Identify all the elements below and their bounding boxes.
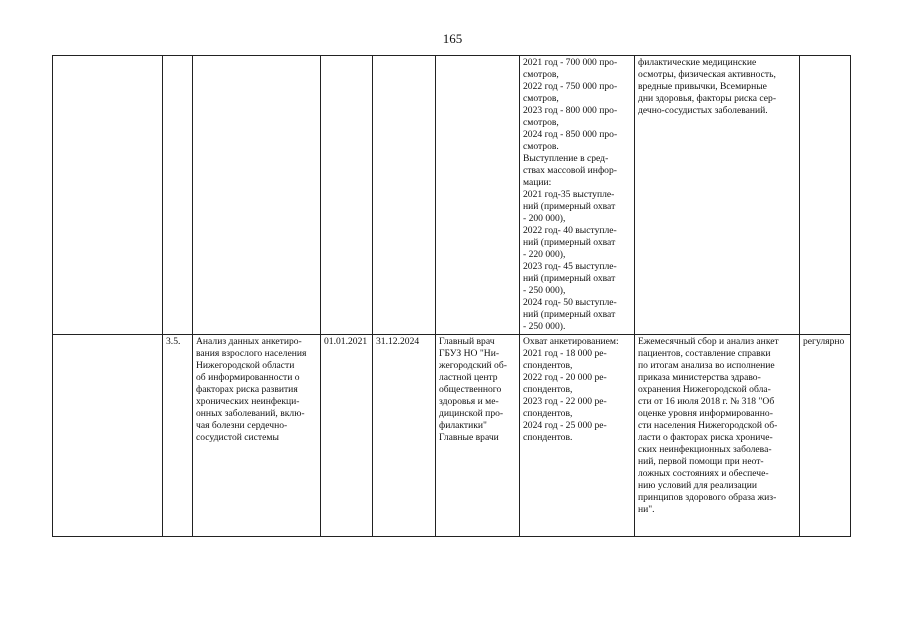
text-line: смотров. xyxy=(523,141,559,152)
text-line: Главный врач xyxy=(439,336,495,347)
cell-start-date: 01.01.2021 xyxy=(321,335,373,537)
text-line: ластной центр xyxy=(439,372,498,383)
text-line: 2022 год - 750 000 про- xyxy=(523,81,618,92)
text-line: 2023 год - 800 000 про- xyxy=(523,105,618,116)
text-line: вредные привычки, Всемирные xyxy=(638,81,767,92)
text-line: жегородский об- xyxy=(439,360,507,371)
cell-start-date xyxy=(321,56,373,335)
text-line: дни здоровья, факторы риска сер- xyxy=(638,93,777,104)
text-line: оценке уровня информированно- xyxy=(638,408,773,419)
text-line: вания взрослого населения xyxy=(196,348,307,359)
text-line: чая болезни сердечно- xyxy=(196,420,288,431)
text-line: спондентов. xyxy=(523,432,573,443)
text-line: Главные врачи xyxy=(439,432,499,443)
cell-indicators xyxy=(520,56,635,335)
cell-periodicity xyxy=(800,56,851,335)
text-line: ских неинфекционных заболева- xyxy=(638,444,772,455)
table-row xyxy=(53,335,851,537)
text-line: филактики" xyxy=(439,420,487,431)
text-line: 2021 год-35 выступле- xyxy=(523,189,615,200)
text-line: ний, первой помощи при неот- xyxy=(638,456,764,467)
text-line: 2023 год - 22 000 ре- xyxy=(523,396,607,407)
text-line: 2024 год - 850 000 про- xyxy=(523,129,618,140)
text-line: смотров, xyxy=(523,93,559,104)
cell-responsible xyxy=(436,335,520,537)
text-line: Охват анкетированием: xyxy=(523,336,619,347)
text-line: сосудистой системы xyxy=(196,432,279,443)
text-line: охранения Нижегородской обла- xyxy=(638,384,771,395)
text-line: смотров, xyxy=(523,117,559,128)
text-line: Выступление в сред- xyxy=(523,153,609,164)
text-line: Анализ данных анкетиро- xyxy=(196,336,302,347)
text-line: дицинской про- xyxy=(439,408,504,419)
text-line: хронических неинфекци- xyxy=(196,396,300,407)
cell-responsible xyxy=(436,56,520,335)
cell-end-date xyxy=(373,56,436,335)
activities-table xyxy=(52,55,851,537)
text-line: спондентов, xyxy=(523,408,573,419)
text-line: принципов здорового образа жиз- xyxy=(638,492,777,503)
text-line: дечно-сосудистых заболеваний. xyxy=(638,105,768,116)
text-line: спондентов, xyxy=(523,384,573,395)
text-line: Ежемесячный сбор и анализ анкет xyxy=(638,336,779,347)
cell-indicators xyxy=(520,335,635,537)
text-line: 2024 год- 50 выступле- xyxy=(523,297,617,308)
text-line: - 220 000), xyxy=(523,249,566,260)
text-line: сти населения Нижегородской об- xyxy=(638,420,778,431)
text-line: 2021 год - 700 000 про- xyxy=(523,57,618,68)
text-line: филактические медицинские xyxy=(638,57,757,68)
cell-periodicity: регулярно xyxy=(800,335,851,537)
text-line: осмотры, физическая активность, xyxy=(638,69,776,80)
text-line: 2022 год- 40 выступле- xyxy=(523,225,617,236)
cell-empty xyxy=(53,56,163,335)
text-line: 2024 год - 25 000 ре- xyxy=(523,420,607,431)
text-line: сти от 16 июля 2018 г. № 318 "Об xyxy=(638,396,775,407)
text-line: пациентов, составление справки xyxy=(638,348,771,359)
text-line: ГБУЗ НО "Ни- xyxy=(439,348,500,359)
table-row xyxy=(53,56,851,335)
text-line: - 250 000), xyxy=(523,285,566,296)
text-line: приказа министерства здраво- xyxy=(638,372,761,383)
text-line: по итогам анализа во исполнение xyxy=(638,360,775,371)
text-line: - 250 000). xyxy=(523,321,566,332)
text-line: спондентов, xyxy=(523,360,573,371)
cell-number xyxy=(163,56,193,335)
text-line: смотров, xyxy=(523,69,559,80)
cell-description xyxy=(635,335,800,537)
text-line: ложных состояниях и обеспече- xyxy=(638,468,769,479)
page-number: 165 xyxy=(442,31,463,46)
text-line: ний (примерный охват xyxy=(523,309,616,320)
text-line: ствах массовой инфор- xyxy=(523,165,617,176)
text-line: 2023 год- 45 выступле- xyxy=(523,261,617,272)
text-line: ни". xyxy=(638,504,655,515)
cell-number: 3.5. xyxy=(163,335,193,537)
text-line: нию условий для реализации xyxy=(638,480,758,491)
text-line: здоровья и ме- xyxy=(439,396,499,407)
text-line: факторах риска развития xyxy=(196,384,298,395)
text-line: об информированности о xyxy=(196,372,300,383)
text-line: - 200 000), xyxy=(523,213,566,224)
text-line: 2021 год - 18 000 ре- xyxy=(523,348,607,359)
text-line: мации: xyxy=(523,177,552,188)
text-line: ний (примерный охват xyxy=(523,237,616,248)
text-line: ний (примерный охват xyxy=(523,201,616,212)
cell-end-date: 31.12.2024 xyxy=(373,335,436,537)
text-line: общественного xyxy=(439,384,502,395)
text-line: ний (примерный охват xyxy=(523,273,616,284)
text-line: 2022 год - 20 000 ре- xyxy=(523,372,607,383)
text-line: Нижегородской области xyxy=(196,360,295,371)
text-line: ласти о факторах риска хрониче- xyxy=(638,432,773,443)
cell-name xyxy=(193,56,321,335)
cell-empty xyxy=(53,335,163,537)
text-line: онных заболеваний, вклю- xyxy=(196,408,305,419)
cell-description xyxy=(635,56,800,335)
cell-name xyxy=(193,335,321,537)
